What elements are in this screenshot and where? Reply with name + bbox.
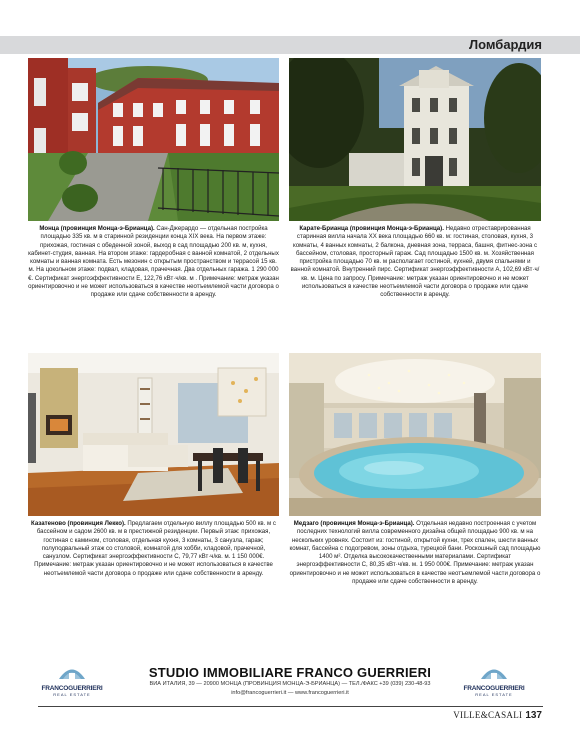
listing-text: Недавно отреставрированная старинная вилла начала XX века площадью 660 кв. м: гостиная, столовая, кухня, 3 комнаты, 4 ванных комнаты, 2 балкона, дневная зона, терраса, башня, фитнес-зона с бассейном, столовая, просторный гараж. Сад площадью 1500 кв. м. Хозяйственная пристройка площадью 70 кв. м располагает гостиной, кухней, двумя спальнями и ванной комнатой. Внутренний пирс. Сертификат энергоэффективности A, 102,69 кВт·ч/кв. м. Цена по запросу. Примечание: метраж указан ориентировочно и не может использоваться в качестве неотъемлемой части договора о продаже или сдаче собственности в аренду. <box>290 225 540 299</box>
listing-caption-mezzago <box>289 520 541 586</box>
logo-subtitle: REAL ESTATE <box>53 692 91 697</box>
listing-title: Медзаго (провинция Монца-э-Брианца). <box>293 520 415 527</box>
listing-title: Карате-Брианца (провинция Монца-э-Брианца). <box>299 225 444 232</box>
page-footer <box>453 710 542 721</box>
logo-name: FRANCOGUERRIERI <box>463 685 525 692</box>
company-name: STUDIO IMMOBILIARE FRANCO GUERRIERI <box>148 665 432 680</box>
bottom-divider <box>38 706 543 707</box>
listing-text: Сан-Джерардо — отдельная постройка площадью 335 кв. м в старинной резиденции конца XIX века. На первом этаже: прихожая, гостиная с обеденной зоной, выход в сад площадью 200 кв. м, кухня, кабинет-студия, ванная. На втором этаже: гардеробная с ванной комнатой, 2 отдельных комнаты и ванная комната. Есть мезонин с открытым пространством и террасой 15 кв. м. На цокольном этаже: подвал, кладовая, прачечная. Два отдельных гаража. 1 290 000 €. Сертификат энергоэффективности E, 122,76 кВт·ч/кв. м . Примечание: метраж указан ориентировочно и не может использоваться в качестве неотъемлемой части договора о продаже или сдаче собственности в аренду. <box>28 225 279 299</box>
listing-caption-casatenovo <box>28 520 279 578</box>
page-number: 137 <box>525 710 542 721</box>
photo-carate-villa <box>289 58 541 221</box>
listing-title: Казатеново (провинция Лекко). <box>31 520 126 527</box>
listing-title: Монца (провинция Монца-э-Брианца). <box>39 225 155 232</box>
listing-caption-carate <box>289 225 541 300</box>
photo-mezzago-indoor-pool <box>289 353 541 516</box>
company-contacts[interactable]: info@francoguerrieri.it — www.francoguerrieri.it <box>231 690 349 696</box>
logo-name: FRANCOGUERRIERI <box>41 685 103 692</box>
photo-monza-residence <box>28 58 279 221</box>
listing-text: Отдельная недавно построенная с учетом последних технологий вилла современного дизайна общей площадью 900 кв. м на нескольких уровнях. Состоит из: гостиной, открытой кухни, трех спален, шести ванных комнат, бассейна с подогревом, зоны отдыха, турецкой бани. Роскошный сад площадью 1400 м². Отделка высококачественными материалами. Сертификат энергоэффективности C, 80,35 кВт·ч/кв. м. 1 950 000€. Примечание: метраж указан ориентировочно и не может использоваться в качестве неотъемлемой части договора о продаже или сдаче собственности в аренду. <box>289 520 541 586</box>
company-address: ВИА ИТАЛИЯ, 39 — 20900 МОНЦА (ПРОВИНЦИЯ МОНЦА-Э-БРИАНЦА) — ТЕЛ./ФАКС +39 (039) 230-48-93 <box>149 681 431 687</box>
listing-caption-monza <box>28 225 279 300</box>
listing-text: Предлагаем отдельную виллу площадью 500 кв. м с бассейном и садом 2600 кв. м в престижной резиденции. Первый этаж: прихожая, гостиная с камином, столовая, отдельная кухня, 3 комнаты, 3 санузла, гараж; полуподвальный этаж со столовой, комнатой для хобби, кладовой, прачечной, санузлом. Сертификат энергоэффективности C, 79,77 кВт·ч/кв. м. 1 150 000€. Примечание: метраж указан ориентировочно и не может использоваться в качестве неотъемлемой части договора о продаже или сдаче собственности в аренду. <box>34 520 276 577</box>
magazine-name: VILLE&CASALI <box>453 710 523 720</box>
logo-subtitle: REAL ESTATE <box>475 692 513 697</box>
region-header-bar <box>0 36 580 54</box>
region-title: Ломбардия <box>468 37 542 52</box>
photo-casatenovo-living-room <box>28 353 279 516</box>
